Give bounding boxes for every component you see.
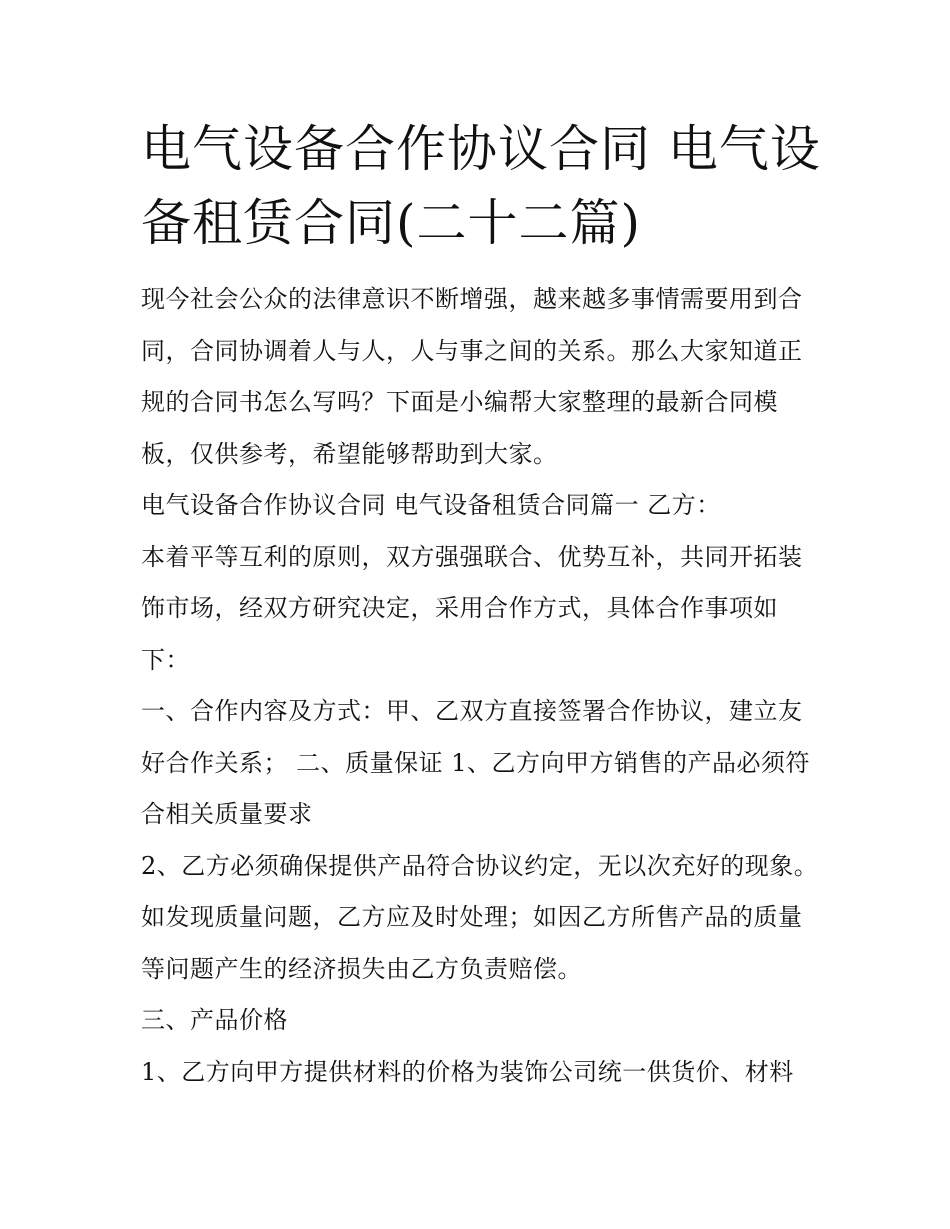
paragraph-clause-2: 2、乙方必须确保提供产品符合协议约定，无以次充好的现象。如发现质量问题，乙方应及时处理；如因乙方所售产品的质量等问题产生的经济损失由乙方负责赔偿。 — [141, 851, 819, 983]
paragraph-clause-3-heading: 三、产品价格 — [141, 1006, 288, 1034]
paragraph-intro: 现今社会公众的法律意识不断增强，越来越多事情需要用到合同，合同协调着人与人，人与事之间的关系。那么大家知道正规的合同书怎么写吗？下面是小编帮大家整理的最新合同模板，仅供参考，希望能够帮助到大家。 — [141, 285, 803, 468]
paragraph-section-heading: 电气设备合作协议合同 电气设备租赁合同篇一 乙方： — [141, 491, 721, 519]
document-body — [141, 274, 821, 1098]
document-title: 电气设备合作协议合同 电气设备租赁合同(二十二篇) — [141, 120, 821, 252]
paragraph-principle: 本着平等互利的原则，双方强强联合、优势互补，共同开拓装饰市场，经双方研究决定，采用合作方式，具体合作事项如下： — [141, 542, 803, 674]
paragraph-clause-3-1: 1、乙方向甲方提供材料的价格为装饰公司统一供货价、材料 — [141, 1057, 794, 1086]
paragraph-clause-1: 一、合作内容及方式：甲、乙双方直接签署合作协议，建立友好合作关系； 二、质量保证 1、乙方向甲方销售的产品必须符合相关质量要求 — [141, 697, 811, 828]
